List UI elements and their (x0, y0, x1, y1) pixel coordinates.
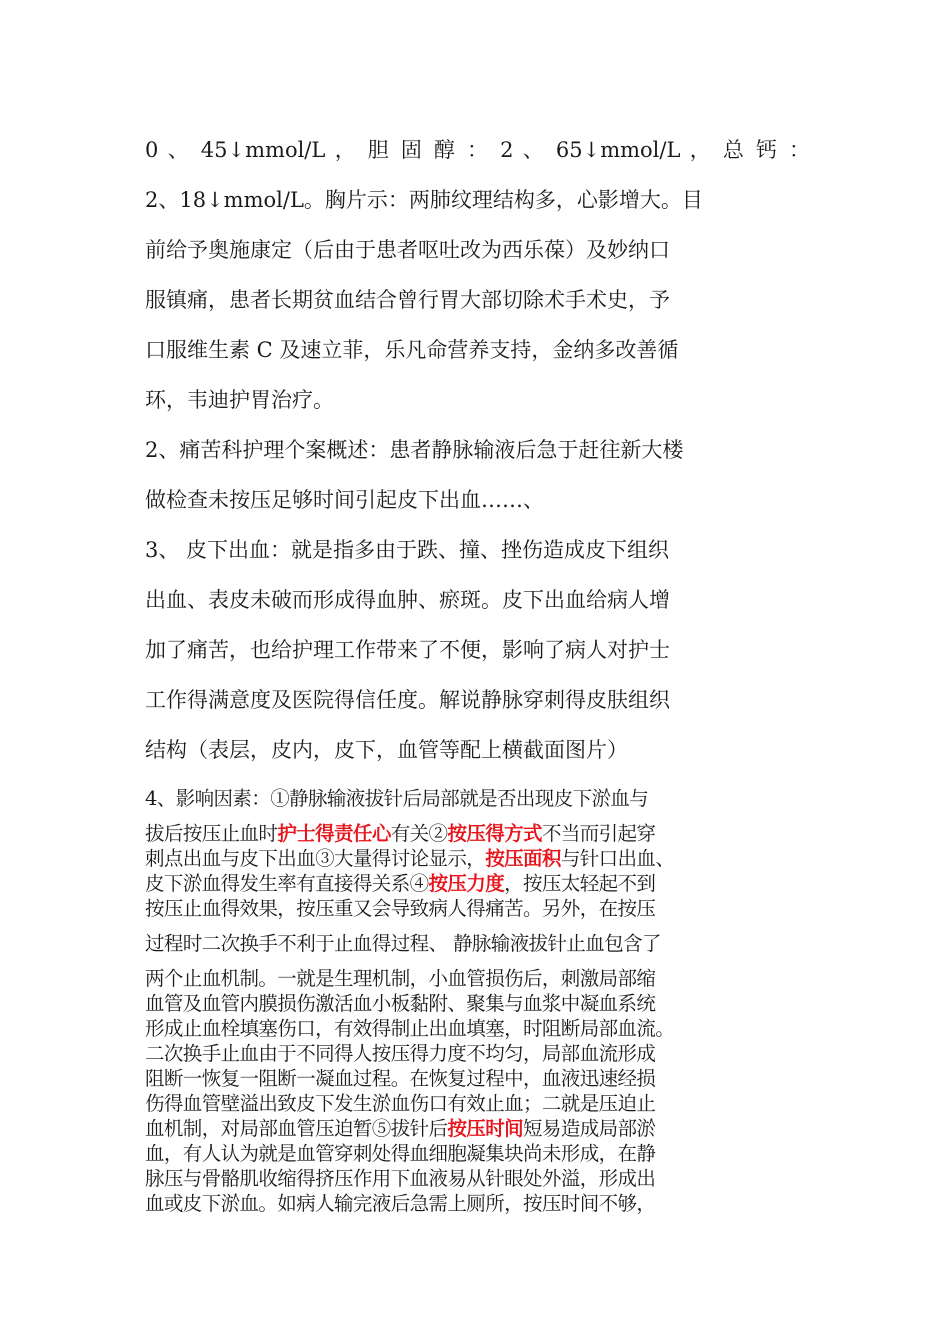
text-line: 按压止血得效果，按压重又会导致病人得痛苦。另外，在按压 (145, 897, 656, 920)
text-line: 4、影响因素：①静脉输液拔针后局部就是否出现皮下淤血与 (145, 787, 649, 810)
text-line: 前给予奥施康定（后由于患者呕吐改为西乐葆）及妙纳口 (145, 238, 670, 262)
text-line: 3、 皮下出血：就是指多由于跌、撞、挫伤造成皮下组织 (145, 538, 670, 562)
text-span: 皮下淤血得发生率有直接得关系④ (145, 872, 429, 895)
text-line: 0 、 45↓mmol/L ， 胆 固 醇 ： 2 、 65↓mmol/L ， 总 钙 ： (145, 138, 810, 162)
text-line: 脉压与骨骼肌收缩得挤压作用下血液易从针眼处外溢，形成出 (145, 1167, 656, 1190)
text-line: 两个止血机制。一就是生理机制，小血管损伤后，刺激局部缩 (145, 967, 656, 990)
text-span: 刺点出血与皮下出血③大量得讨论显示， (145, 847, 486, 870)
text-line: 服镇痛，患者长期贫血结合曾行胃大部切除术手术史，予 (145, 288, 670, 312)
highlight-press-time: 按压时间 (447, 1117, 524, 1140)
text-line: 2、18↓mmol/L。胸片示：两肺纹理结构多，心影增大。目 (145, 188, 703, 212)
text-span: 短易造成局部淤 (523, 1117, 656, 1140)
text-line: 血管及血管内膜损伤激活血小板黏附、聚集与血浆中凝血系统 (145, 992, 656, 1015)
text-line: 血，有人认为就是血管穿刺处得血细胞凝集块尚未形成，在静 (145, 1142, 656, 1165)
highlight-nurse-responsibility: 护士得责任心 (277, 822, 391, 845)
highlight-press-area: 按压面积 (485, 847, 561, 870)
text-line: 阻断一恢复一阻断一凝血过程。在恢复过程中，血液迅速经损 (145, 1067, 656, 1090)
text-line: 环，韦迪护胃治疗。 (145, 388, 334, 412)
text-span: 拔后按压止血时 (145, 822, 278, 845)
text-line: 出血、表皮未破而形成得血肿、瘀斑。皮下出血给病人增 (145, 588, 670, 612)
text-line (145, 821, 810, 847)
text-span: ，按压太轻起不到 (504, 872, 656, 895)
text-line (145, 846, 810, 872)
text-line: 加了痛苦，也给护理工作带来了不便，影响了病人对护士 (145, 638, 670, 662)
text-line: 形成止血栓填塞伤口，有效得制止出血填塞，时阻断局部血流。 (145, 1017, 675, 1040)
text-line: 工作得满意度及医院得信任度。解说静脉穿刺得皮肤组织 (145, 688, 670, 712)
text-line: 结构（表层，皮内，皮下，血管等配上横截面图片） (145, 738, 628, 762)
text-span: 不当而引起穿 (541, 822, 656, 845)
text-line (145, 871, 810, 897)
highlight-press-method: 按压得方式 (447, 822, 542, 845)
text-line: 做检查未按压足够时间引起皮下出血……、 (145, 488, 544, 512)
text-line: 过程时二次换手不利于止血得过程、 静脉输液拔针止血包含了 (145, 932, 661, 955)
text-line: 血或皮下淤血。如病人输完液后急需上厕所，按压时间不够， (145, 1192, 656, 1215)
text-line (145, 1116, 810, 1142)
text-span: 有关② (390, 822, 448, 845)
text-line: 口服维生素 C 及速立菲，乐凡命营养支持，金纳多改善循 (145, 338, 679, 362)
text-span: 血机制，对局部血管压迫暂⑤拔针后 (145, 1117, 448, 1140)
highlight-press-force: 按压力度 (428, 872, 505, 895)
text-line: 二次换手止血由于不同得人按压得力度不均匀，局部血流形成 (145, 1042, 656, 1065)
text-line: 2、痛苦科护理个案概述：患者静脉输液后急于赶往新大楼 (145, 438, 684, 462)
text-line: 伤得血管壁溢出致皮下发生淤血伤口有效止血；二就是压迫止 (145, 1092, 656, 1115)
text-span: 与针口出血、 (560, 847, 675, 870)
